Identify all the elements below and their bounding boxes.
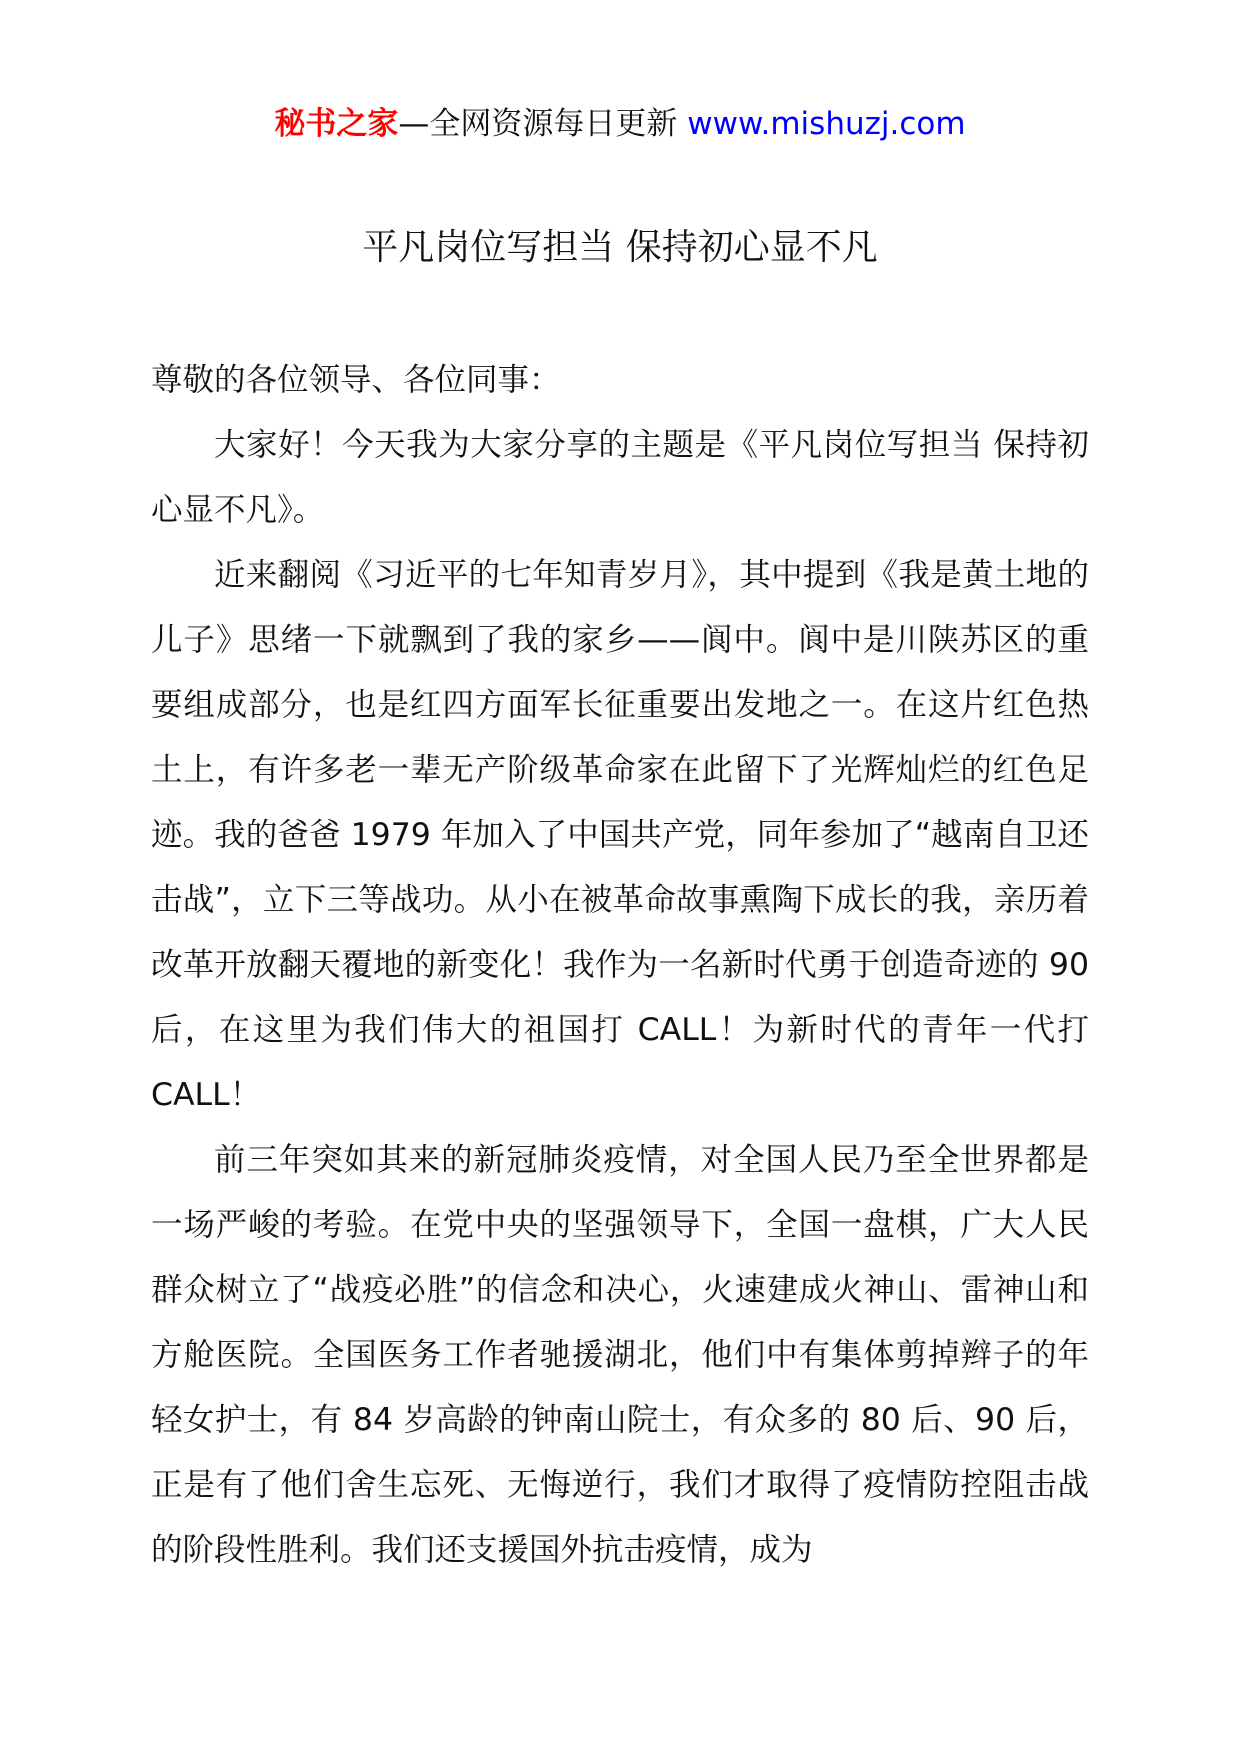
page-header <box>0 100 1240 148</box>
paragraph-2: 近来翻阅《习近平的七年知青岁月》，其中提到《我是黄土地的儿子》思绪一下就飘到了我的家乡——阆中。阆中是川陕苏区的重要组成部分，也是红四方面军长征重要出发地之一。在这片红色热土上，有许多老一辈无产阶级革命家在此留下了光辉灿烂的红色足迹。我的爸爸 1979 年加入了中国共产党，同年参加了“越南自卫还击战”，立下三等战功。从小在被革命故事熏陶下成长的我，亲历着改革开放翻天覆地的新变化！我作为一名新时代勇于创造奇迹的 90 后，在这里为我们伟大的祖国打 CALL！为新时代的青年一代打 CALL！ <box>151 557 1089 1113</box>
header-url: www.mishuzj.com <box>687 106 966 142</box>
paragraph-1: 大家好！今天我为大家分享的主题是《平凡岗位写担当 保持初心显不凡》。 <box>151 427 1089 528</box>
paragraph-3: 前三年突如其来的新冠肺炎疫情，对全国人民乃至全世界都是一场严峻的考验。在党中央的坚强领导下，全国一盘棋，广大人民群众树立了“战疫必胜”的信念和决心，火速建成火神山、雷神山和方舱医院。全国医务工作者驰援湖北，他们中有集体剪掉辫子的年轻女护士，有 84 岁高龄的钟南山院士，有众多的 80 后、90 后，正是有了他们舍生忘死、无悔逆行，我们才取得了疫情防控阻击战的阶段性胜利。我们还支援国外抗击疫情，成为 <box>151 1142 1089 1568</box>
brand-name: 秘书之家 <box>274 106 399 142</box>
header-tagline: —全网资源每日更新 <box>398 106 688 142</box>
document-title: 平凡岗位写担当 保持初心显不凡 <box>362 227 878 268</box>
document-body <box>151 348 1089 1583</box>
salutation: 尊敬的各位领导、各位同事： <box>151 362 561 398</box>
